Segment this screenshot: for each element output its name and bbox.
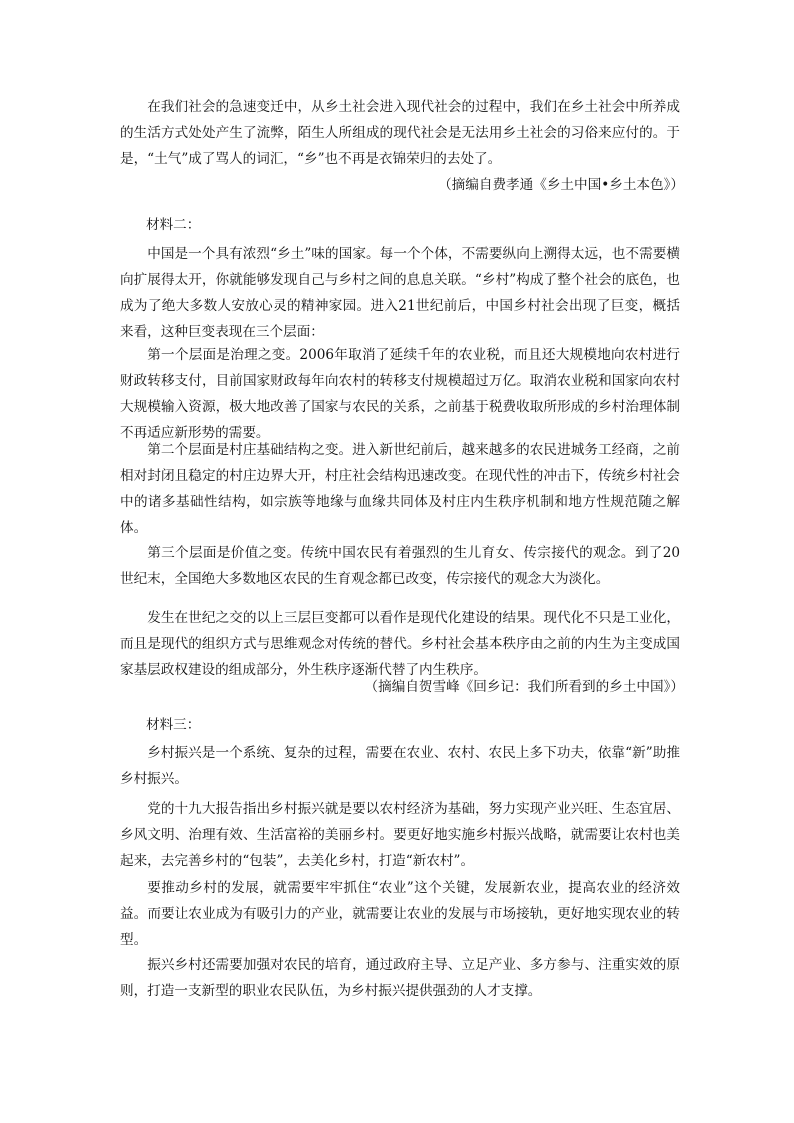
material2-paragraph-4: 第三个层面是价值之变。传统中国农民有着强烈的生儿育女、传宗接代的观念。到了20世纪末，全国绝大多数地区农民的生育观念都已改变，传宗接代的观念大为淡化。 bbox=[120, 545, 680, 587]
material2-paragraph-2: 第一个层面是治理之变。2006年取消了延续千年的农业税，而且还大规模地向农村进行财政转移支付，目前国家财政每年向农村的转移支付规模超过万亿。取消农业税和国家向农村大规模输入资源，极大地改善了国家与农民的关系，之前基于税费收取所形成的乡村治理体制不再适应新形势的需要。 bbox=[120, 347, 680, 441]
material3-paragraph-1: 乡村振兴是一个系统、复杂的过程，需要在农业、农村、农民上多下功夫，依靠“新”助推乡村振兴。 bbox=[120, 745, 680, 787]
material1-source: （摘编自费孝通《乡土中国•乡土本色》） bbox=[438, 177, 684, 193]
material1-paragraph: 在我们社会的急速变迁中，从乡土社会进入现代社会的过程中，我们在乡土社会中所养成的生活方式处处产生了流弊，陌生人所组成的现代社会是无法用乡土社会的习俗来应付的。于是，“土气”成了骂人的词汇，“乡”也不再是衣锦荣归的去处了。 bbox=[120, 99, 680, 167]
material2-source: （摘编自贺雪峰《回乡记：我们所看到的乡土中国》） bbox=[364, 679, 684, 695]
material3-paragraph-3: 要推动乡村的发展，就需要牢牢抓住“农业”这个关键，发展新农业，提高农业的经济效益。而要让农业成为有吸引力的产业，就需要让农业的发展与市场接轨，更好地实现农业的转型。 bbox=[120, 880, 680, 948]
material2-label: 材料二： bbox=[146, 217, 201, 233]
material2-paragraph-1: 中国是一个具有浓烈“乡土”味的国家。每一个个体，不需要纵向上溯得太远，也不需要横向扩展得太开，你就能够发现自己与乡村之间的息息关联。“乡村”构成了整个社会的底色，也成为了绝大多数人安放心灵的精神家园。进入21世纪前后，中国乡村社会出现了巨变，概括来看，这种巨变表现在三个层面： bbox=[120, 246, 680, 340]
material3-paragraph-2: 党的十九大报告指出乡村振兴就是要以农村经济为基础，努力实现产业兴旺、生态宜居、乡风文明、治理有效、生活富裕的美丽乡村。要更好地实施乡村振兴战略，就需要让农村也美起来，去完善乡村的“包装”，去美化乡村，打造“新农村”。 bbox=[120, 801, 680, 869]
material2-paragraph-5: 发生在世纪之交的以上三层巨变都可以看作是现代化建设的结果。现代化不只是工业化，而且是现代的组织方式与思维观念对传统的替代。乡村社会基本秩序由之前的内生为主变成国家基层政权建设的组成部分，外生秩序逐渐代替了内生秩序。 bbox=[120, 610, 680, 678]
material3-label: 材料三： bbox=[146, 717, 201, 733]
material2-paragraph-3: 第二个层面是村庄基础结构之变。进入新世纪前后，越来越多的农民进城务工经商，之前相对封闭且稳定的村庄边界大开，村庄社会结构迅速改变。在现代性的冲击下，传统乡村社会中的诸多基础性结构，如宗族等地缘与血缘共同体及村庄内生秩序机制和地方性规范随之解体。 bbox=[120, 442, 680, 536]
material3-paragraph-4: 振兴乡村还需要加强对农民的培育，通过政府主导、立足产业、多方参与、注重实效的原则，打造一支新型的职业农民队伍，为乡村振兴提供强劲的人才支撑。 bbox=[120, 957, 680, 999]
